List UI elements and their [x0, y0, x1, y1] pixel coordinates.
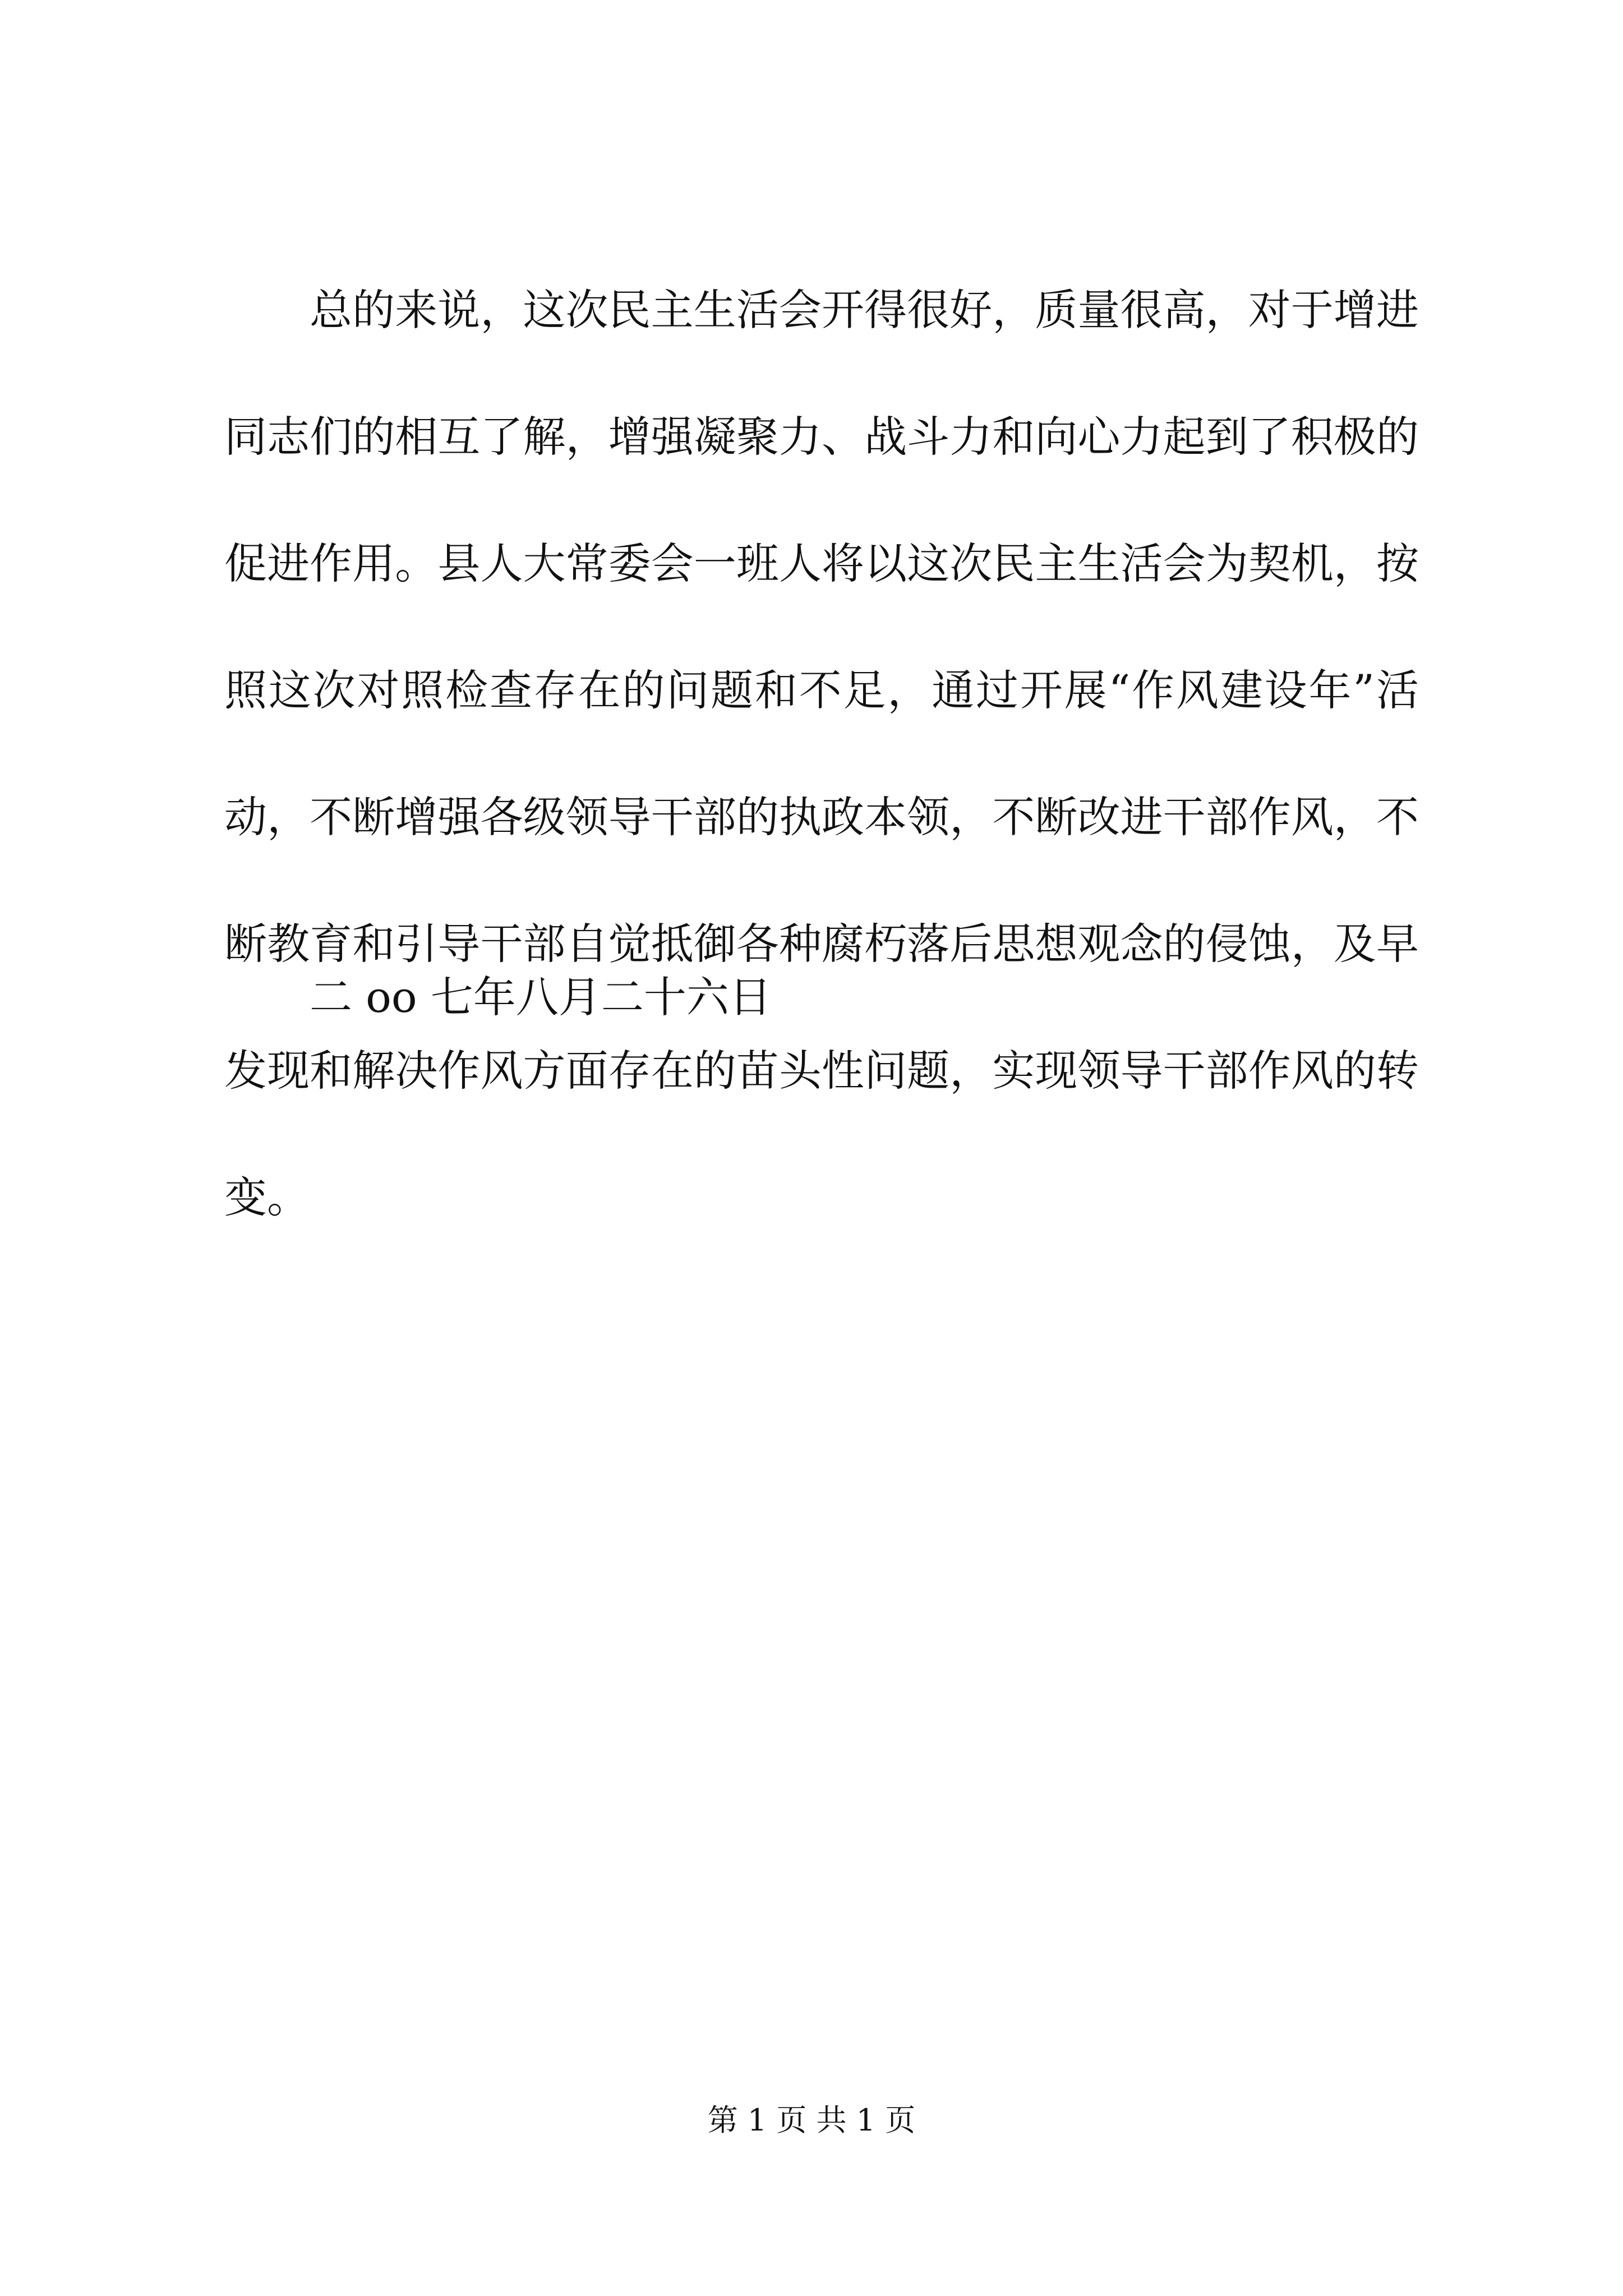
paragraph-line: 变。 — [224, 1172, 310, 1222]
page-footer: 第 1 页 共 1 页 — [707, 2102, 916, 2138]
paragraph-line: 照这次对照检查存在的问题和不足，通过开展“作风建设年”活 — [224, 665, 1419, 715]
paragraph-line: 总的来说，这次民主生活会开得很好，质量很高，对于增进 — [310, 285, 1419, 335]
paragraph-line: 发现和解决作风方面存在的苗头性问题，实现领导干部作风的转 — [224, 1046, 1419, 1096]
body-paragraph — [224, 247, 1419, 1261]
paragraph-line: 动，不断增强各级领导干部的执政本领，不断改进干部作风，不 — [224, 792, 1419, 842]
paragraph-line: 同志们的相互了解，增强凝聚力、战斗力和向心力起到了积极的 — [224, 412, 1419, 462]
paragraph-line: 促进作用。县人大常委会一班人将以这次民主生活会为契机，按 — [224, 539, 1419, 588]
document-date: 二 oo 七年八月二十六日 — [310, 972, 772, 1022]
paragraph-line: 断教育和引导干部自觉抵御各种腐朽落后思想观念的侵蚀，及早 — [224, 919, 1419, 969]
